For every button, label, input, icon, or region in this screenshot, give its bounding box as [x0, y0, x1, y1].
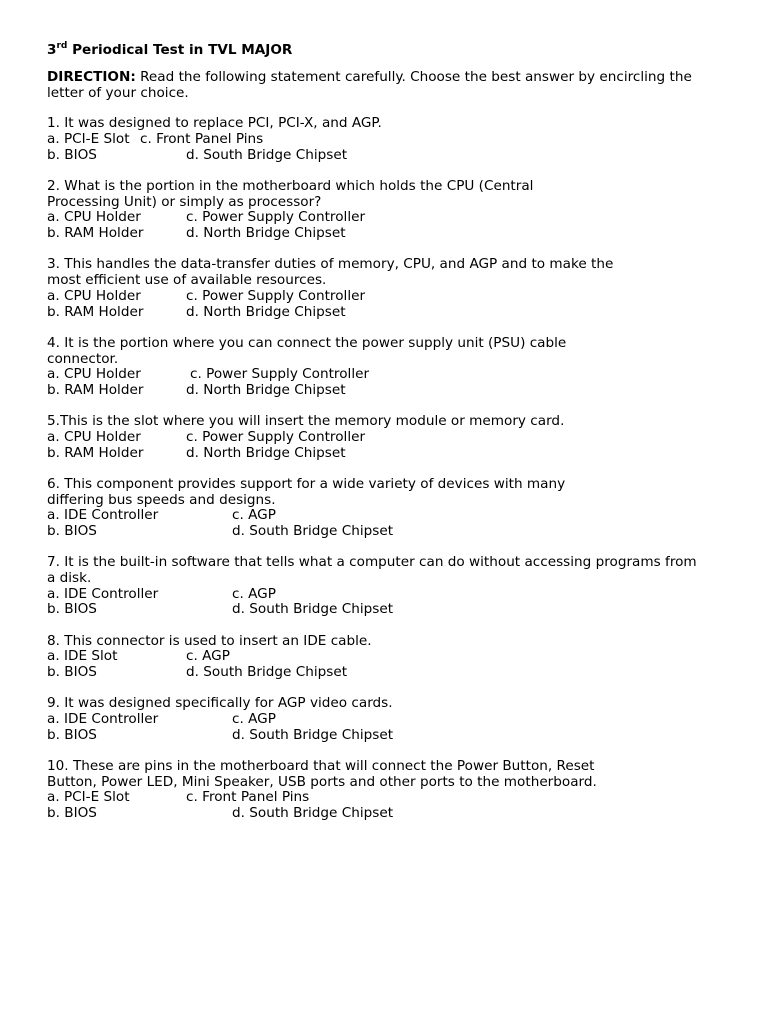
option-b[interactable]: b. RAM Holder [47, 225, 144, 242]
option-d[interactable]: d. North Bridge Chipset [186, 225, 346, 242]
option-c[interactable]: c. Front Panel Pins [186, 789, 310, 806]
option-c[interactable]: c. Front Panel Pins [140, 131, 264, 148]
option-d[interactable]: d. South Bridge Chipset [186, 146, 348, 163]
question-text: 9. It was designed specifically for AGP video cards. [47, 695, 393, 712]
question-1 [47, 116, 727, 163]
question-3 [47, 257, 727, 320]
option-a[interactable]: a. IDE Controller [47, 585, 159, 602]
question-4 [47, 336, 727, 399]
option-d[interactable]: d. North Bridge Chipset [186, 381, 346, 398]
option-c[interactable]: c. AGP [232, 711, 276, 727]
question-2 [47, 179, 727, 242]
option-c[interactable]: c. AGP [232, 585, 276, 602]
option-a[interactable]: a. CPU Holder [47, 366, 141, 383]
question-text: 5.This is the slot where you will insert the memory module or memory card. [47, 413, 565, 430]
title-ordinal-suffix: rd [56, 41, 68, 51]
option-c[interactable]: c. Power Supply Controller [186, 209, 366, 226]
option-c[interactable]: c. AGP [186, 648, 230, 665]
option-a[interactable]: a. CPU Holder [47, 287, 141, 304]
title-number: 3 [47, 42, 57, 58]
option-d[interactable]: d. North Bridge Chipset [186, 303, 346, 320]
option-b[interactable]: b. BIOS [47, 805, 97, 822]
question-text: 1. It was designed to replace PCI, PCI-X, and AGP. [47, 115, 382, 132]
option-b[interactable]: b. BIOS [47, 522, 97, 539]
option-d[interactable]: d. South Bridge Chipset [232, 522, 394, 539]
title-text: Periodical Test in TVL MAJOR [67, 42, 293, 58]
direction-paragraph [47, 70, 727, 101]
direction-label: DIRECTION: [47, 69, 136, 85]
option-c[interactable]: c. AGP [232, 507, 276, 524]
option-c[interactable]: c. Power Supply Controller [186, 287, 366, 304]
option-d[interactable]: d. North Bridge Chipset [186, 444, 346, 461]
option-d[interactable]: d. South Bridge Chipset [186, 664, 348, 681]
question-text: 6. This component provides support for a wide variety of devices with many differing bus speeds and designs. [47, 475, 566, 508]
question-text: 7. It is the built-in software that tells what a computer can do without accessing programs from a disk. [47, 554, 697, 586]
direction-text: Read the following statement carefully. Choose the best answer by encircling the letter of your choice. [47, 69, 692, 101]
option-a[interactable]: a. CPU Holder [47, 428, 141, 445]
question-6 [47, 477, 727, 540]
option-a[interactable]: a. PCI-E Slot [47, 789, 130, 806]
option-b[interactable]: b. RAM Holder [47, 444, 144, 461]
question-5 [47, 414, 727, 461]
option-b[interactable]: b. RAM Holder [47, 303, 144, 320]
question-8 [47, 634, 727, 681]
option-b[interactable]: b. BIOS [47, 664, 97, 681]
option-a[interactable]: a. PCI-E Slot [47, 131, 130, 148]
option-a[interactable]: a. CPU Holder [47, 209, 141, 226]
option-c[interactable]: c. Power Supply Controller [190, 366, 370, 383]
option-a[interactable]: a. IDE Controller [47, 711, 159, 727]
document-page [47, 40, 727, 837]
option-b[interactable]: b. BIOS [47, 146, 97, 163]
question-text: 10. These are pins in the motherboard that will connect the Power Button, Reset Button, Power LED, Mini Speaker, USB ports and other ports to the motherboard. [47, 757, 597, 790]
option-a[interactable]: a. IDE Controller [47, 507, 159, 524]
page-title [47, 40, 727, 60]
question-text: 2. What is the portion in the motherboard which holds the CPU (Central Processing Unit) or simply as processor? [47, 178, 534, 210]
option-d[interactable]: d. South Bridge Chipset [232, 601, 394, 618]
question-7 [47, 555, 727, 618]
option-d[interactable]: d. South Bridge Chipset [232, 726, 394, 743]
option-b[interactable]: b. RAM Holder [47, 381, 144, 398]
question-text: 4. It is the portion where you can connect the power supply unit (PSU) cable connector. [47, 334, 567, 367]
option-b[interactable]: b. BIOS [47, 726, 97, 743]
option-c[interactable]: c. Power Supply Controller [186, 428, 366, 445]
option-a[interactable]: a. IDE Slot [47, 648, 118, 665]
option-d[interactable]: d. South Bridge Chipset [232, 805, 394, 822]
option-b[interactable]: b. BIOS [47, 601, 97, 618]
question-text: 3. This handles the data-transfer duties of memory, CPU, and AGP and to make the most efficient use of available resources. [47, 256, 614, 289]
question-9 [47, 696, 727, 743]
question-text: 8. This connector is used to insert an IDE cable. [47, 632, 372, 649]
question-10 [47, 759, 727, 822]
